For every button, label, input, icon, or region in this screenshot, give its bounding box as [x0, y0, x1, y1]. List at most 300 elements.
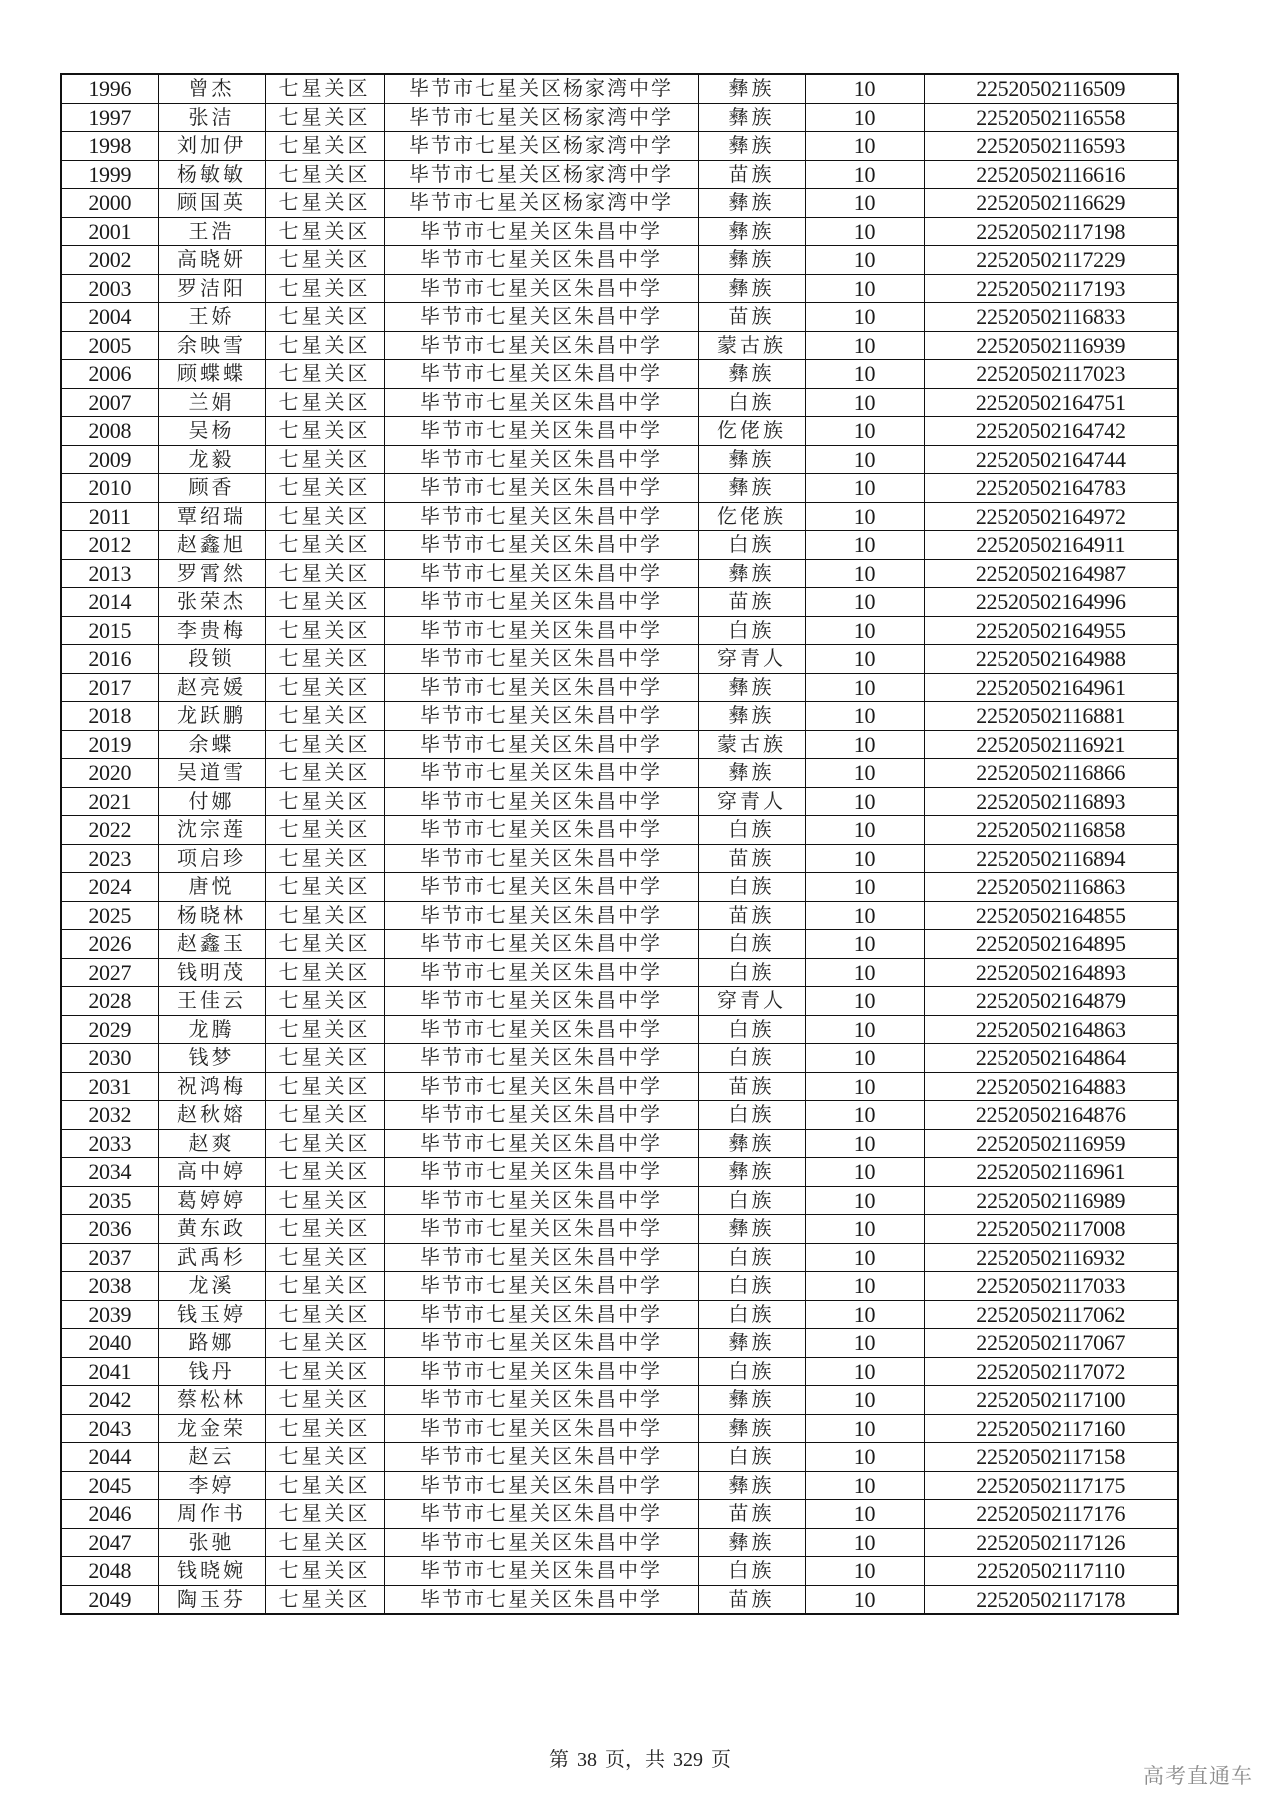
- student-name-cell: 赵爽: [158, 1129, 265, 1158]
- student-name-cell: 赵亮媛: [158, 673, 265, 702]
- row-number-cell: 2049: [61, 1585, 158, 1614]
- table-row: [61, 787, 1178, 816]
- page-indicator: [0, 1743, 1280, 1772]
- student-name-cell: 余映雪: [158, 331, 265, 360]
- exam-id-cell: 22520502116881: [924, 702, 1178, 731]
- student-name-cell: 吴杨: [158, 417, 265, 446]
- ethnicity-cell: 白族: [698, 1243, 805, 1272]
- exam-id-cell: 22520502164955: [924, 616, 1178, 645]
- district-cell: 七星关区: [265, 1243, 384, 1272]
- district-cell: 七星关区: [265, 1386, 384, 1415]
- district-cell: 七星关区: [265, 132, 384, 161]
- bonus-points-cell: 10: [805, 445, 924, 474]
- exam-id-cell: 22520502164893: [924, 958, 1178, 987]
- exam-id-cell: 22520502117176: [924, 1500, 1178, 1529]
- exam-id-cell: 22520502164996: [924, 588, 1178, 617]
- ethnicity-cell: 白族: [698, 873, 805, 902]
- ethnicity-cell: 苗族: [698, 1072, 805, 1101]
- school-cell: 毕节市七星关区朱昌中学: [384, 1585, 698, 1614]
- exam-id-cell: 22520502117033: [924, 1272, 1178, 1301]
- district-cell: 七星关区: [265, 1072, 384, 1101]
- row-number-cell: 2029: [61, 1015, 158, 1044]
- school-cell: 毕节市七星关区朱昌中学: [384, 1414, 698, 1443]
- row-number-cell: 2035: [61, 1186, 158, 1215]
- ethnicity-cell: 彝族: [698, 474, 805, 503]
- district-cell: 七星关区: [265, 502, 384, 531]
- exam-id-cell: 22520502164742: [924, 417, 1178, 446]
- exam-id-cell: 22520502116509: [924, 74, 1178, 103]
- district-cell: 七星关区: [265, 360, 384, 389]
- row-number-cell: 2016: [61, 645, 158, 674]
- student-name-cell: 祝鸿梅: [158, 1072, 265, 1101]
- bonus-points-cell: 10: [805, 1585, 924, 1614]
- district-cell: 七星关区: [265, 417, 384, 446]
- table-row: [61, 1528, 1178, 1557]
- row-number-cell: 2021: [61, 787, 158, 816]
- bonus-points-cell: 10: [805, 1557, 924, 1586]
- district-cell: 七星关区: [265, 103, 384, 132]
- school-cell: 毕节市七星关区杨家湾中学: [384, 189, 698, 218]
- school-cell: 毕节市七星关区杨家湾中学: [384, 103, 698, 132]
- ethnicity-cell: 苗族: [698, 901, 805, 930]
- exam-id-cell: 22520502116593: [924, 132, 1178, 161]
- ethnicity-cell: 苗族: [698, 303, 805, 332]
- exam-id-cell: 22520502117023: [924, 360, 1178, 389]
- bonus-points-cell: 10: [805, 901, 924, 930]
- bonus-points-cell: 10: [805, 787, 924, 816]
- exam-id-cell: 22520502116863: [924, 873, 1178, 902]
- bonus-points-cell: 10: [805, 616, 924, 645]
- exam-id-cell: 22520502116893: [924, 787, 1178, 816]
- exam-id-cell: 22520502117110: [924, 1557, 1178, 1586]
- page-label-prefix: 第: [549, 1749, 569, 1771]
- student-name-cell: 顾国英: [158, 189, 265, 218]
- row-number-cell: 2036: [61, 1215, 158, 1244]
- ethnicity-cell: 彝族: [698, 217, 805, 246]
- district-cell: 七星关区: [265, 246, 384, 275]
- row-number-cell: 2014: [61, 588, 158, 617]
- exam-id-cell: 22520502116858: [924, 816, 1178, 845]
- student-name-cell: 李婷: [158, 1471, 265, 1500]
- district-cell: 七星关区: [265, 1585, 384, 1614]
- student-name-cell: 陶玉芬: [158, 1585, 265, 1614]
- row-number-cell: 2017: [61, 673, 158, 702]
- district-cell: 七星关区: [265, 673, 384, 702]
- exam-id-cell: 22520502116959: [924, 1129, 1178, 1158]
- school-cell: 毕节市七星关区朱昌中学: [384, 388, 698, 417]
- student-name-cell: 唐悦: [158, 873, 265, 902]
- district-cell: 七星关区: [265, 1015, 384, 1044]
- ethnicity-cell: 彝族: [698, 274, 805, 303]
- table-row: [61, 388, 1178, 417]
- table-row: [61, 873, 1178, 902]
- table-row: [61, 559, 1178, 588]
- exam-id-cell: 22520502117158: [924, 1443, 1178, 1472]
- row-number-cell: 2002: [61, 246, 158, 275]
- district-cell: 七星关区: [265, 445, 384, 474]
- bonus-points-cell: 10: [805, 588, 924, 617]
- table-row: [61, 274, 1178, 303]
- student-name-cell: 龙腾: [158, 1015, 265, 1044]
- district-cell: 七星关区: [265, 1129, 384, 1158]
- school-cell: 毕节市七星关区杨家湾中学: [384, 74, 698, 103]
- student-name-cell: 王娇: [158, 303, 265, 332]
- district-cell: 七星关区: [265, 1471, 384, 1500]
- ethnicity-cell: 穿青人: [698, 645, 805, 674]
- exam-id-cell: 22520502117178: [924, 1585, 1178, 1614]
- ethnicity-cell: 仡佬族: [698, 502, 805, 531]
- table-row: [61, 1329, 1178, 1358]
- bonus-points-cell: 10: [805, 132, 924, 161]
- school-cell: 毕节市七星关区朱昌中学: [384, 730, 698, 759]
- district-cell: 七星关区: [265, 930, 384, 959]
- school-cell: 毕节市七星关区朱昌中学: [384, 217, 698, 246]
- exam-id-cell: 22520502116616: [924, 160, 1178, 189]
- ethnicity-cell: 彝族: [698, 1329, 805, 1358]
- exam-id-cell: 22520502164879: [924, 987, 1178, 1016]
- bonus-points-cell: 10: [805, 274, 924, 303]
- school-cell: 毕节市七星关区朱昌中学: [384, 1015, 698, 1044]
- ethnicity-cell: 穿青人: [698, 787, 805, 816]
- student-name-cell: 黄东政: [158, 1215, 265, 1244]
- table-row: [61, 1357, 1178, 1386]
- ethnicity-cell: 白族: [698, 1101, 805, 1130]
- row-number-cell: 2004: [61, 303, 158, 332]
- row-number-cell: 2040: [61, 1329, 158, 1358]
- ethnicity-cell: 蒙古族: [698, 730, 805, 759]
- school-cell: 毕节市七星关区朱昌中学: [384, 1329, 698, 1358]
- exam-id-cell: 22520502164876: [924, 1101, 1178, 1130]
- table-row: [61, 1158, 1178, 1187]
- exam-id-cell: 22520502164961: [924, 673, 1178, 702]
- table-row: [61, 1300, 1178, 1329]
- ethnicity-cell: 白族: [698, 1044, 805, 1073]
- table-row: [61, 1101, 1178, 1130]
- row-number-cell: 1997: [61, 103, 158, 132]
- exam-id-cell: 22520502117160: [924, 1414, 1178, 1443]
- row-number-cell: 2000: [61, 189, 158, 218]
- bonus-points-cell: 10: [805, 1243, 924, 1272]
- bonus-points-cell: 10: [805, 1500, 924, 1529]
- school-cell: 毕节市七星关区朱昌中学: [384, 531, 698, 560]
- exam-id-cell: 22520502117229: [924, 246, 1178, 275]
- exam-id-cell: 22520502116894: [924, 844, 1178, 873]
- district-cell: 七星关区: [265, 217, 384, 246]
- district-cell: 七星关区: [265, 702, 384, 731]
- roster-table: [60, 73, 1179, 1615]
- exam-id-cell: 22520502116939: [924, 331, 1178, 360]
- bonus-points-cell: 10: [805, 816, 924, 845]
- table-row: [61, 930, 1178, 959]
- table-row: [61, 1072, 1178, 1101]
- school-cell: 毕节市七星关区朱昌中学: [384, 559, 698, 588]
- school-cell: 毕节市七星关区朱昌中学: [384, 1300, 698, 1329]
- district-cell: 七星关区: [265, 1357, 384, 1386]
- district-cell: 七星关区: [265, 559, 384, 588]
- bonus-points-cell: 10: [805, 388, 924, 417]
- bonus-points-cell: 10: [805, 1129, 924, 1158]
- table-row: [61, 531, 1178, 560]
- student-name-cell: 蔡松林: [158, 1386, 265, 1415]
- row-number-cell: 2006: [61, 360, 158, 389]
- bonus-points-cell: 10: [805, 702, 924, 731]
- district-cell: 七星关区: [265, 74, 384, 103]
- bonus-points-cell: 10: [805, 74, 924, 103]
- bonus-points-cell: 10: [805, 1044, 924, 1073]
- student-name-cell: 高晓妍: [158, 246, 265, 275]
- ethnicity-cell: 苗族: [698, 1585, 805, 1614]
- bonus-points-cell: 10: [805, 759, 924, 788]
- bonus-points-cell: 10: [805, 360, 924, 389]
- ethnicity-cell: 彝族: [698, 246, 805, 275]
- bonus-points-cell: 10: [805, 930, 924, 959]
- student-name-cell: 沈宗莲: [158, 816, 265, 845]
- school-cell: 毕节市七星关区朱昌中学: [384, 1129, 698, 1158]
- district-cell: 七星关区: [265, 1414, 384, 1443]
- school-cell: 毕节市七星关区朱昌中学: [384, 445, 698, 474]
- district-cell: 七星关区: [265, 730, 384, 759]
- ethnicity-cell: 苗族: [698, 160, 805, 189]
- exam-id-cell: 22520502117062: [924, 1300, 1178, 1329]
- student-name-cell: 龙跃鹏: [158, 702, 265, 731]
- student-name-cell: 王佳云: [158, 987, 265, 1016]
- row-number-cell: 2039: [61, 1300, 158, 1329]
- school-cell: 毕节市七星关区朱昌中学: [384, 958, 698, 987]
- bonus-points-cell: 10: [805, 1386, 924, 1415]
- student-name-cell: 赵鑫旭: [158, 531, 265, 560]
- school-cell: 毕节市七星关区朱昌中学: [384, 1243, 698, 1272]
- exam-id-cell: 22520502116932: [924, 1243, 1178, 1272]
- student-name-cell: 武禹杉: [158, 1243, 265, 1272]
- table-row: [61, 901, 1178, 930]
- row-number-cell: 2046: [61, 1500, 158, 1529]
- student-name-cell: 顾蝶蝶: [158, 360, 265, 389]
- district-cell: 七星关区: [265, 1101, 384, 1130]
- table-row: [61, 702, 1178, 731]
- table-row: [61, 844, 1178, 873]
- bonus-points-cell: 10: [805, 844, 924, 873]
- ethnicity-cell: 白族: [698, 1557, 805, 1586]
- student-name-cell: 高中婷: [158, 1158, 265, 1187]
- ethnicity-cell: 彝族: [698, 360, 805, 389]
- district-cell: 七星关区: [265, 816, 384, 845]
- table-row: [61, 616, 1178, 645]
- district-cell: 七星关区: [265, 303, 384, 332]
- ethnicity-cell: 白族: [698, 1186, 805, 1215]
- table-row: [61, 189, 1178, 218]
- table-row: [61, 331, 1178, 360]
- exam-id-cell: 22520502164911: [924, 531, 1178, 560]
- row-number-cell: 2028: [61, 987, 158, 1016]
- student-name-cell: 赵秋嫆: [158, 1101, 265, 1130]
- row-number-cell: 2011: [61, 502, 158, 531]
- row-number-cell: 2042: [61, 1386, 158, 1415]
- student-name-cell: 钱梦: [158, 1044, 265, 1073]
- row-number-cell: 2037: [61, 1243, 158, 1272]
- school-cell: 毕节市七星关区朱昌中学: [384, 702, 698, 731]
- row-number-cell: 2010: [61, 474, 158, 503]
- student-name-cell: 杨晓林: [158, 901, 265, 930]
- ethnicity-cell: 白族: [698, 1443, 805, 1472]
- school-cell: 毕节市七星关区朱昌中学: [384, 787, 698, 816]
- table-row: [61, 474, 1178, 503]
- exam-id-cell: 22520502117067: [924, 1329, 1178, 1358]
- student-name-cell: 周作书: [158, 1500, 265, 1529]
- student-name-cell: 赵鑫玉: [158, 930, 265, 959]
- bonus-points-cell: 10: [805, 189, 924, 218]
- table-row: [61, 588, 1178, 617]
- row-number-cell: 2047: [61, 1528, 158, 1557]
- student-name-cell: 张驰: [158, 1528, 265, 1557]
- district-cell: 七星关区: [265, 987, 384, 1016]
- bonus-points-cell: 10: [805, 1101, 924, 1130]
- district-cell: 七星关区: [265, 1500, 384, 1529]
- ethnicity-cell: 白族: [698, 816, 805, 845]
- bonus-points-cell: 10: [805, 217, 924, 246]
- student-name-cell: 钱丹: [158, 1357, 265, 1386]
- ethnicity-cell: 苗族: [698, 844, 805, 873]
- exam-id-cell: 22520502117193: [924, 274, 1178, 303]
- exam-id-cell: 22520502117100: [924, 1386, 1178, 1415]
- bonus-points-cell: 10: [805, 331, 924, 360]
- exam-id-cell: 22520502164783: [924, 474, 1178, 503]
- row-number-cell: 2015: [61, 616, 158, 645]
- school-cell: 毕节市七星关区杨家湾中学: [384, 160, 698, 189]
- district-cell: 七星关区: [265, 901, 384, 930]
- student-name-cell: 李贵梅: [158, 616, 265, 645]
- table-row: [61, 645, 1178, 674]
- student-name-cell: 杨敏敏: [158, 160, 265, 189]
- school-cell: 毕节市七星关区朱昌中学: [384, 1557, 698, 1586]
- ethnicity-cell: 白族: [698, 1015, 805, 1044]
- row-number-cell: 2033: [61, 1129, 158, 1158]
- ethnicity-cell: 穿青人: [698, 987, 805, 1016]
- bonus-points-cell: 10: [805, 1357, 924, 1386]
- district-cell: 七星关区: [265, 873, 384, 902]
- school-cell: 毕节市七星关区朱昌中学: [384, 331, 698, 360]
- table-row: [61, 673, 1178, 702]
- row-number-cell: 2041: [61, 1357, 158, 1386]
- student-name-cell: 张荣杰: [158, 588, 265, 617]
- table-row: [61, 1471, 1178, 1500]
- exam-id-cell: 22520502164744: [924, 445, 1178, 474]
- school-cell: 毕节市七星关区朱昌中学: [384, 417, 698, 446]
- table-row: [61, 759, 1178, 788]
- district-cell: 七星关区: [265, 1272, 384, 1301]
- school-cell: 毕节市七星关区朱昌中学: [384, 1072, 698, 1101]
- row-number-cell: 2007: [61, 388, 158, 417]
- school-cell: 毕节市七星关区朱昌中学: [384, 1101, 698, 1130]
- district-cell: 七星关区: [265, 1300, 384, 1329]
- ethnicity-cell: 彝族: [698, 445, 805, 474]
- ethnicity-cell: 白族: [698, 1357, 805, 1386]
- bonus-points-cell: 10: [805, 103, 924, 132]
- student-name-cell: 路娜: [158, 1329, 265, 1358]
- school-cell: 毕节市七星关区朱昌中学: [384, 246, 698, 275]
- exam-id-cell: 22520502117072: [924, 1357, 1178, 1386]
- exam-id-cell: 22520502164864: [924, 1044, 1178, 1073]
- district-cell: 七星关区: [265, 331, 384, 360]
- student-name-cell: 钱晓婉: [158, 1557, 265, 1586]
- ethnicity-cell: 彝族: [698, 74, 805, 103]
- table-row: [61, 1215, 1178, 1244]
- exam-id-cell: 22520502117008: [924, 1215, 1178, 1244]
- exam-id-cell: 22520502117175: [924, 1471, 1178, 1500]
- school-cell: 毕节市七星关区朱昌中学: [384, 1471, 698, 1500]
- row-number-cell: 2001: [61, 217, 158, 246]
- district-cell: 七星关区: [265, 787, 384, 816]
- bonus-points-cell: 10: [805, 1158, 924, 1187]
- school-cell: 毕节市七星关区朱昌中学: [384, 844, 698, 873]
- row-number-cell: 2043: [61, 1414, 158, 1443]
- school-cell: 毕节市七星关区朱昌中学: [384, 1215, 698, 1244]
- table-row: [61, 1414, 1178, 1443]
- bonus-points-cell: 10: [805, 1215, 924, 1244]
- school-cell: 毕节市七星关区朱昌中学: [384, 1500, 698, 1529]
- row-number-cell: 1999: [61, 160, 158, 189]
- table-row: [61, 303, 1178, 332]
- ethnicity-cell: 白族: [698, 388, 805, 417]
- student-name-cell: 龙溪: [158, 1272, 265, 1301]
- district-cell: 七星关区: [265, 189, 384, 218]
- bonus-points-cell: 10: [805, 1272, 924, 1301]
- bonus-points-cell: 10: [805, 730, 924, 759]
- row-number-cell: 2032: [61, 1101, 158, 1130]
- ethnicity-cell: 苗族: [698, 588, 805, 617]
- ethnicity-cell: 彝族: [698, 1129, 805, 1158]
- student-name-cell: 龙金荣: [158, 1414, 265, 1443]
- ethnicity-cell: 彝族: [698, 1528, 805, 1557]
- student-name-cell: 赵云: [158, 1443, 265, 1472]
- page-label-suffix: 页: [711, 1749, 731, 1771]
- bonus-points-cell: 10: [805, 645, 924, 674]
- school-cell: 毕节市七星关区朱昌中学: [384, 360, 698, 389]
- exam-id-cell: 22520502164988: [924, 645, 1178, 674]
- exam-id-cell: 22520502116866: [924, 759, 1178, 788]
- table-row: [61, 1386, 1178, 1415]
- row-number-cell: 2013: [61, 559, 158, 588]
- total-pages: 329: [673, 1749, 703, 1771]
- exam-id-cell: 22520502164863: [924, 1015, 1178, 1044]
- table-row: [61, 1015, 1178, 1044]
- school-cell: 毕节市七星关区朱昌中学: [384, 502, 698, 531]
- ethnicity-cell: 白族: [698, 958, 805, 987]
- row-number-cell: 1998: [61, 132, 158, 161]
- student-name-cell: 刘加伊: [158, 132, 265, 161]
- district-cell: 七星关区: [265, 474, 384, 503]
- row-number-cell: 2012: [61, 531, 158, 560]
- row-number-cell: 2023: [61, 844, 158, 873]
- district-cell: 七星关区: [265, 1329, 384, 1358]
- exam-id-cell: 22520502116989: [924, 1186, 1178, 1215]
- school-cell: 毕节市七星关区朱昌中学: [384, 645, 698, 674]
- row-number-cell: 2044: [61, 1443, 158, 1472]
- row-number-cell: 2003: [61, 274, 158, 303]
- bonus-points-cell: 10: [805, 1528, 924, 1557]
- row-number-cell: 2008: [61, 417, 158, 446]
- school-cell: 毕节市七星关区朱昌中学: [384, 1386, 698, 1415]
- row-number-cell: 2048: [61, 1557, 158, 1586]
- exam-id-cell: 22520502116558: [924, 103, 1178, 132]
- table-row: [61, 132, 1178, 161]
- row-number-cell: 1996: [61, 74, 158, 103]
- ethnicity-cell: 白族: [698, 616, 805, 645]
- ethnicity-cell: 白族: [698, 1300, 805, 1329]
- exam-id-cell: 22520502164987: [924, 559, 1178, 588]
- exam-id-cell: 22520502164895: [924, 930, 1178, 959]
- row-number-cell: 2034: [61, 1158, 158, 1187]
- school-cell: 毕节市七星关区朱昌中学: [384, 1357, 698, 1386]
